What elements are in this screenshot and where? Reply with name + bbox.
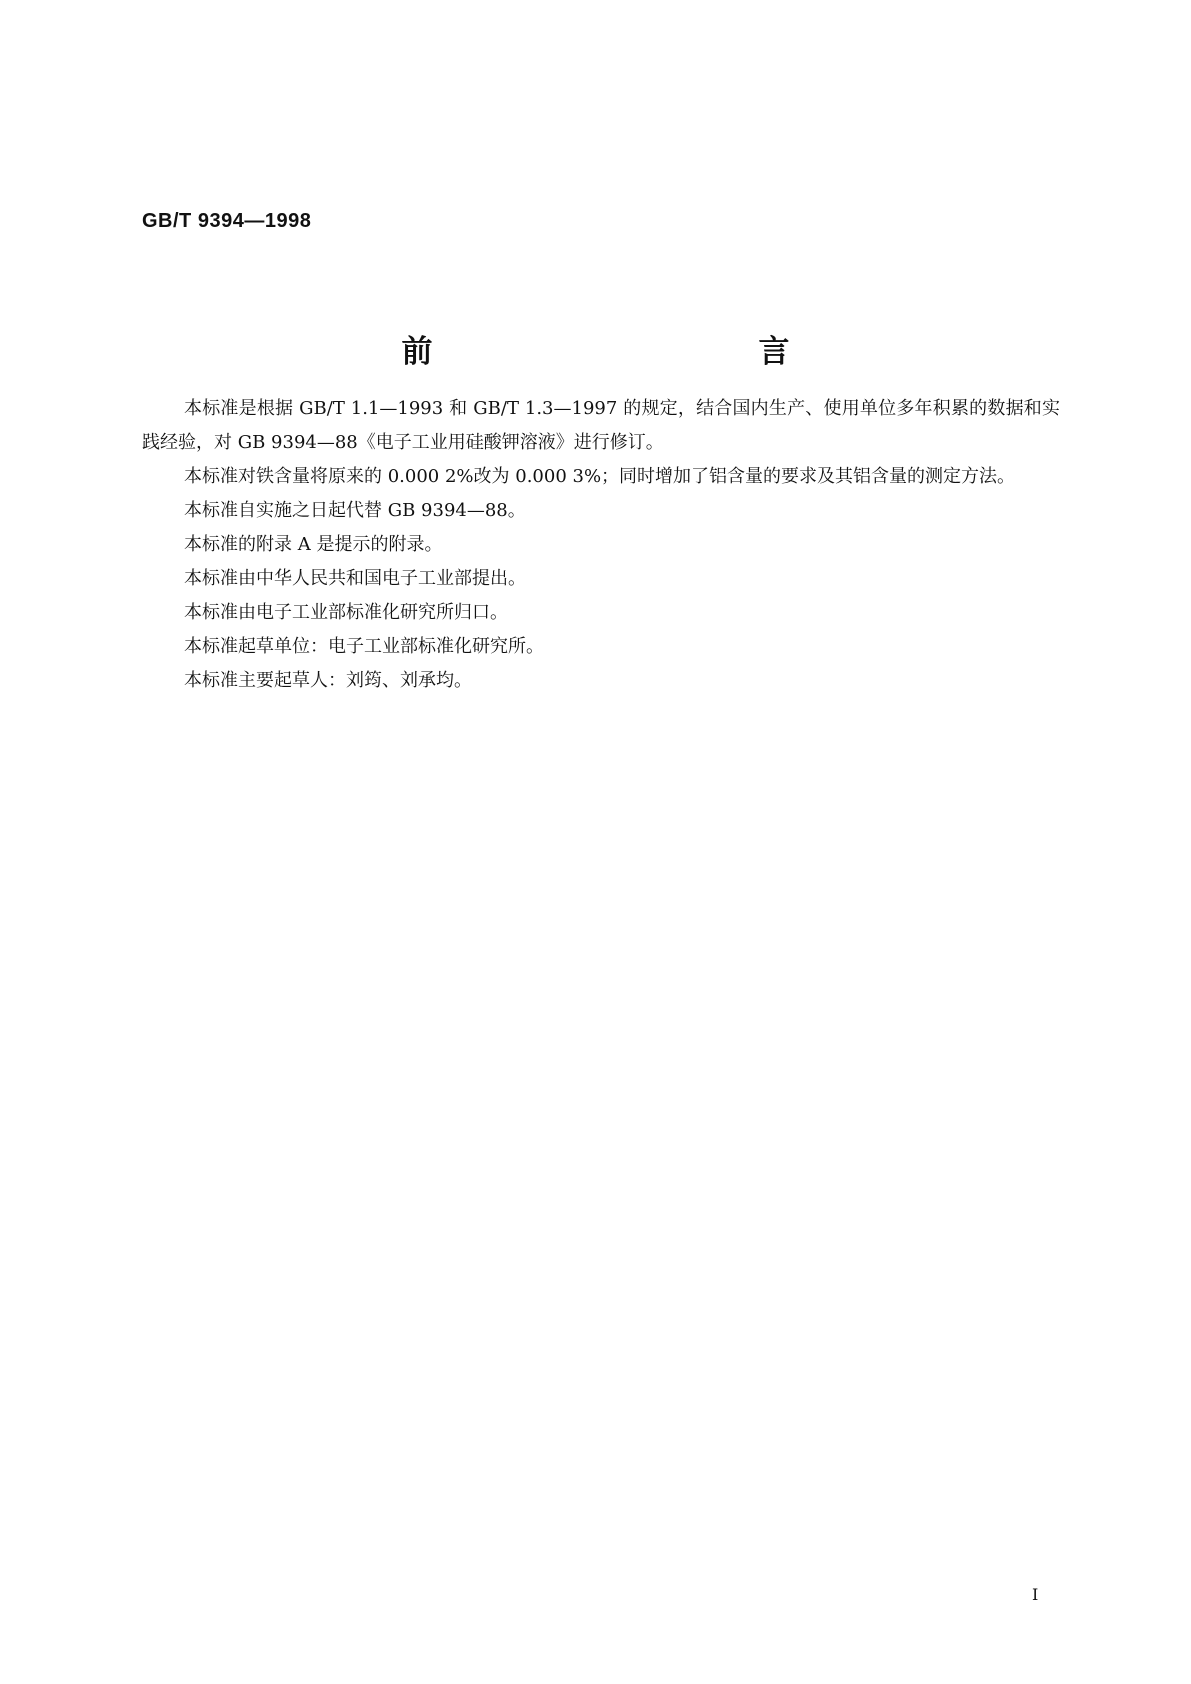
paragraph: 本标准由电子工业部标准化研究所归口。 bbox=[184, 602, 508, 623]
foreword-body bbox=[142, 392, 1060, 698]
paragraph: 本标准是根据 GB/T 1.1—1993 和 GB/T 1.3—1997 的规定，结合国内生产、使用单位多年积累的数据和实践经验，对 GB 9394—88《电子工业用硅酸钾溶液》进行修订。 bbox=[142, 398, 1060, 453]
paragraph: 本标准由中华人民共和国电子工业部提出。 bbox=[184, 568, 526, 589]
paragraph: 本标准自实施之日起代替 GB 9394—88。 bbox=[184, 500, 526, 521]
standard-code: GB/T 9394—1998 bbox=[142, 210, 312, 232]
paragraph: 本标准起草单位：电子工业部标准化研究所。 bbox=[184, 636, 544, 657]
paragraph: 本标准主要起草人：刘筠、刘承均。 bbox=[184, 670, 472, 691]
page-title: 前 言 bbox=[401, 334, 878, 370]
paragraph: 本标准对铁含量将原来的 0.000 2%改为 0.000 3%；同时增加了铝含量的要求及其铝含量的测定方法。 bbox=[184, 466, 1016, 487]
page-number: I bbox=[1032, 1585, 1039, 1604]
paragraph: 本标准的附录 A 是提示的附录。 bbox=[184, 534, 443, 555]
